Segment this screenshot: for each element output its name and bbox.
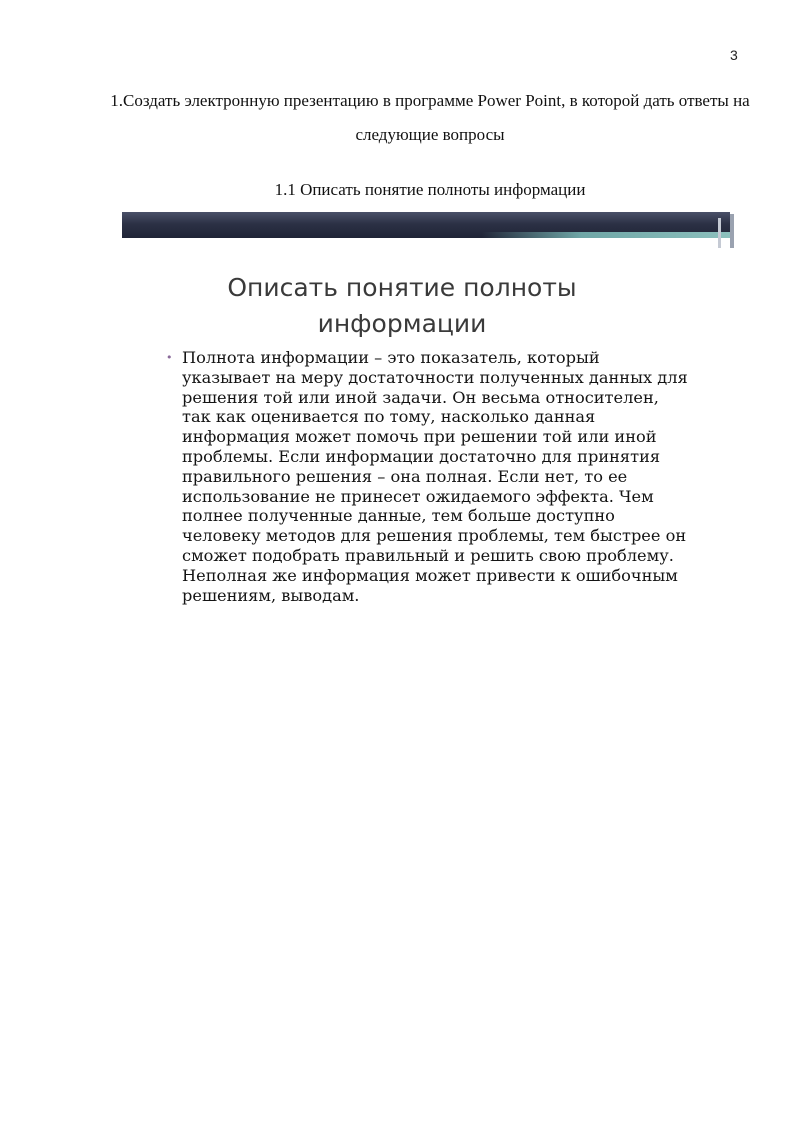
slide-title: Описать понятие полноты информации <box>227 273 577 338</box>
slide-body-text: Полнота информации – это показатель, который указывает на меру достаточности полученных данных для решения той или иной задачи. Он весьма относителен, так как оценивается по тому, насколько данная информация может помочь при решении той или иной проблемы. Если информации достаточно для принятия правильного решения – она полная. Если нет, то ее использование не принесет ожидаемого эффекта. Чем полнее полученные данные, тем больше доступно человеку методов для решения проблемы, тем быстрее он сможет подобрать правильный и решить свою проблему. Неполная же информация может привести к ошибочным решениям, выводам. <box>182 348 688 605</box>
page-number: 3 <box>730 47 738 63</box>
slide-header-accent <box>482 232 730 238</box>
task-text: 1.Создать электронную презентацию в программе Power Point, в которой дать ответы на следующие вопросы <box>110 91 750 144</box>
slide-image <box>122 212 736 652</box>
slide-header-edge <box>730 214 734 248</box>
section-heading: 1.1 Описать понятие полноты информации <box>274 180 586 199</box>
bullet-dot-icon: • <box>166 351 173 364</box>
slide-header-edge-inner <box>718 218 721 248</box>
